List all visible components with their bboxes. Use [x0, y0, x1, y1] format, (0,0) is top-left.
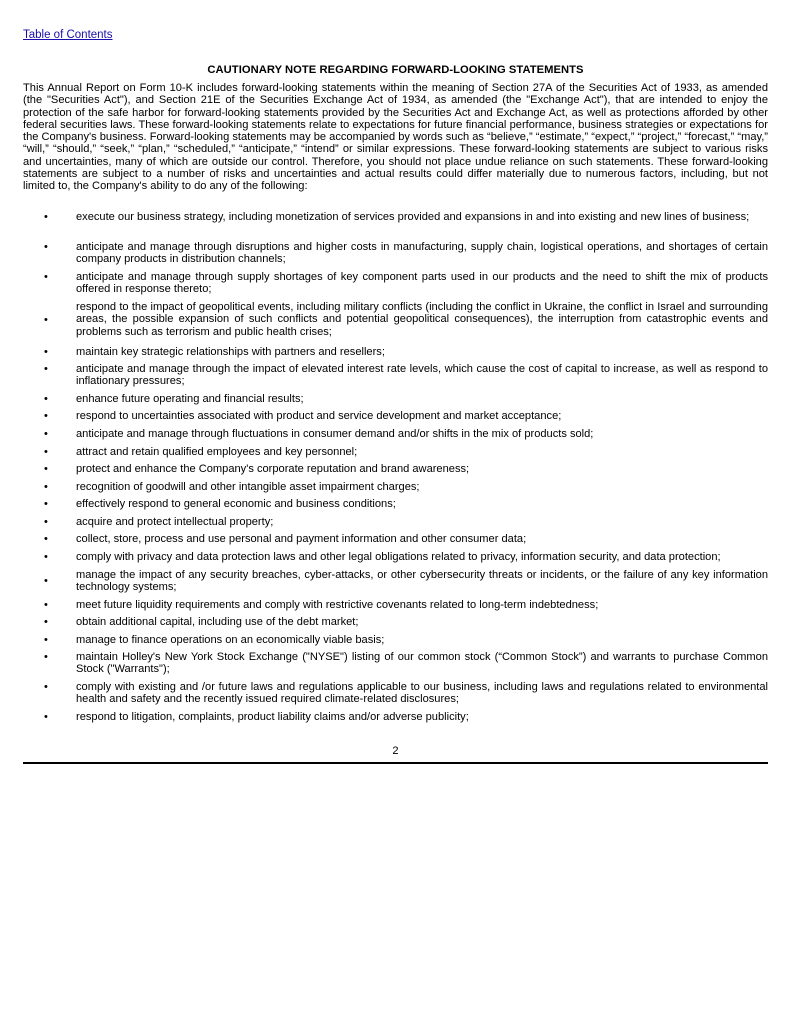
list-item-text: manage the impact of any security breaches, cyber-attacks, or other cybersecurity threats or incidents, or the failure of any key information technology systems; — [76, 569, 768, 594]
list-item-text: comply with privacy and data protection laws and other legal obligations related to privacy, information security, and data protection; — [76, 551, 721, 563]
section-heading: CAUTIONARY NOTE REGARDING FORWARD-LOOKING STATEMENTS — [207, 64, 584, 76]
bullet-icon: • — [44, 681, 48, 693]
bullet-icon: • — [44, 634, 48, 646]
list-item-text: attract and retain qualified employees and key personnel; — [76, 446, 358, 458]
list-item-text: anticipate and manage through disruptions and higher costs in manufacturing, supply chain, logistical operations, and shortages of certain company products in distribution channels; — [76, 241, 768, 266]
list-item-text: meet future liquidity requirements and comply with restrictive covenants related to long-term indebtedness; — [76, 599, 599, 611]
bullet-icon: • — [44, 346, 48, 358]
bullet-icon: • — [44, 271, 48, 283]
intro-paragraph: This Annual Report on Form 10-K includes forward-looking statements within the meaning of Section 27A of the Securities Act of 1933, as amended (the "Securities Act"), and Section 21E of the Securities Exchange Act of 1934, as amended (the "Exchange Act"), that are intended to enjoy the protection of the safe harbor for forward-looking statements provided by the Securities Act and Exchange Act, as well as protections afforded by other federal securities laws. These forward-looking statements relate to expectations for future financial performance, business strategies or expectations for the Company's business. Forward-looking statements may be accompanied by words such as “believe,” “estimate,” “expect,” “project,” “forecast,” “may,” “will,” “should,” “seek,” “plan,” “scheduled,” “anticipate,” “intend” or similar expressions. These forward-looking statements are subject to various risks and uncertainties, many of which are outside our control. Therefore, you should not place undue reliance on such statements. These forward-looking statements are subject to a number of risks and uncertainties and actual results could differ materially due to numerous factors, including, but not limited to, the Company's ability to do any of the following: — [23, 82, 768, 193]
bullet-icon: • — [44, 211, 48, 223]
list-item-text: anticipate and manage through supply shortages of key component parts used in our products and the need to shift the mix of products offered in response thereto; — [76, 271, 768, 296]
table-of-contents-link[interactable]: Table of Contents — [23, 29, 113, 41]
bullet-icon: • — [44, 363, 48, 375]
list-item-text: respond to the impact of geopolitical events, including military conflicts (including the conflict in Ukraine, the conflict in Israel and surrounding areas, the possible expansion of such conflicts and potential geopolitical consequences), the interruption from catastrophic events and problems such as terrorism and public health crises; — [76, 301, 768, 338]
list-item-text: respond to litigation, complaints, product liability claims and/or adverse publicity; — [76, 711, 469, 723]
bullet-icon: • — [44, 428, 48, 440]
page-divider — [23, 762, 768, 764]
bullet-icon: • — [44, 516, 48, 528]
list-item-text: effectively respond to general economic and business conditions; — [76, 498, 396, 510]
list-item-text: collect, store, process and use personal and payment information and other consumer data; — [76, 533, 527, 545]
list-item-text: recognition of goodwill and other intangible asset impairment charges; — [76, 481, 420, 493]
bullet-icon: • — [44, 463, 48, 475]
bullet-icon: • — [44, 533, 48, 545]
list-item-text: respond to uncertainties associated with product and service development and market acceptance; — [76, 410, 562, 422]
bullet-icon: • — [44, 241, 48, 253]
bullet-icon: • — [44, 651, 48, 663]
bullet-icon: • — [44, 314, 48, 326]
list-item-text: manage to finance operations on an economically viable basis; — [76, 634, 385, 646]
page-number: 2 — [392, 745, 399, 757]
bullet-icon: • — [44, 711, 48, 723]
list-item-text: execute our business strategy, including monetization of services provided and expansions in and into existing and new lines of business; — [76, 211, 750, 223]
list-item-text: comply with existing and /or future laws and regulations applicable to our business, including laws and regulations related to environmental health and safety and the recently issued required climate-related disclosures; — [76, 681, 768, 706]
bullet-icon: • — [44, 498, 48, 510]
list-item-text: maintain Holley's New York Stock Exchange ("NYSE") listing of our common stock (“Common Stock”) and warrants to purchase Common Stock ("Warrants"); — [76, 651, 768, 676]
bullet-icon: • — [44, 410, 48, 422]
bullet-icon: • — [44, 575, 48, 587]
list-item-text: enhance future operating and financial results; — [76, 393, 304, 405]
list-item-text: maintain key strategic relationships with partners and resellers; — [76, 346, 385, 358]
bullet-icon: • — [44, 551, 48, 563]
list-item-text: protect and enhance the Company's corporate reputation and brand awareness; — [76, 463, 470, 475]
list-item-text: anticipate and manage through fluctuations in consumer demand and/or shifts in the mix of products sold; — [76, 428, 594, 440]
list-item-text: obtain additional capital, including use of the debt market; — [76, 616, 359, 628]
bullet-icon: • — [44, 393, 48, 405]
bullet-icon: • — [44, 599, 48, 611]
bullet-icon: • — [44, 481, 48, 493]
list-item-text: acquire and protect intellectual property; — [76, 516, 274, 528]
bullet-icon: • — [44, 446, 48, 458]
bullet-icon: • — [44, 616, 48, 628]
list-item-text: anticipate and manage through the impact of elevated interest rate levels, which cause the cost of capital to increase, as well as respond to inflationary pressures; — [76, 363, 768, 388]
